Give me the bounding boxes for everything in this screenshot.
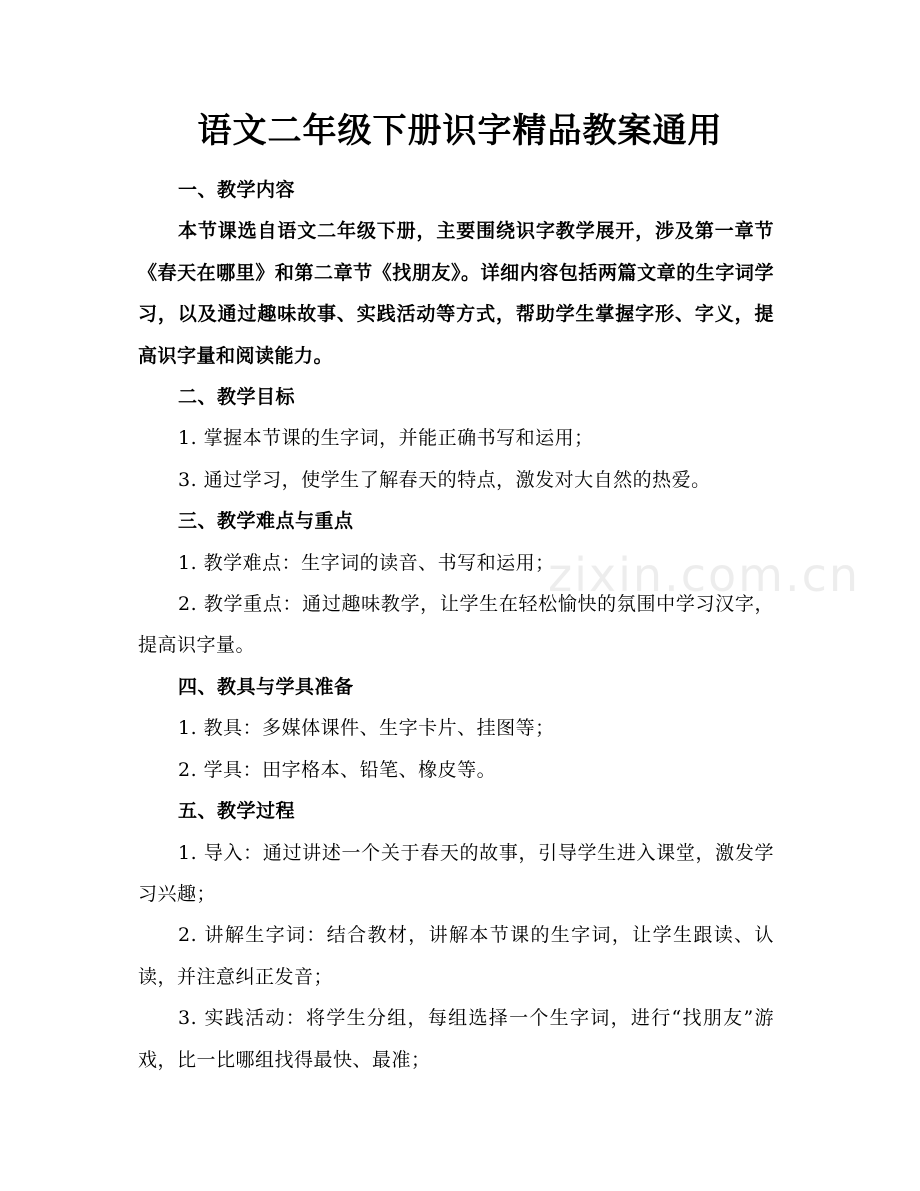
section-heading: 三、教学难点与重点 [178,510,354,533]
list-item: 2. 学具：田字格本、铅笔、橡皮等。 [178,758,497,781]
list-item: 1. 教学难点：生字词的读音、书写和运用； [178,551,555,574]
watermark: zixin.com.cn [548,548,861,602]
document-body [138,170,774,1081]
list-item: 1. 导入：通过讲述一个关于春天的故事，引导学生进入课堂，激发学习兴趣； [138,841,774,905]
section-heading: 二、教学目标 [178,386,296,409]
section-heading: 五、教学过程 [178,800,296,823]
section-heading: 一、教学内容 [178,179,296,201]
list-item: 1. 教具：多媒体课件、生字卡片、挂图等； [178,717,555,740]
list-item: 3. 通过学习，使学生了解春天的特点，激发对大自然的热爱。 [178,468,711,491]
list-item: 1. 掌握本节课的生字词，并能正确书写和运用； [178,427,594,450]
list-item: 3. 实践活动：将学生分组，每组选择一个生字词，进行“找朋友”游戏，比一比哪组找得最快、最准； [138,1007,774,1071]
list-item: 2. 讲解生字词：结合教材，讲解本节课的生字词，让学生跟读、认读，并注意纠正发音； [138,924,774,988]
section-heading: 四、教具与学具准备 [178,675,354,698]
document-title: 语文二年级下册识字精品教案通用 [197,111,723,151]
paragraph: 本节课选自语文二年级下册，主要围绕识字教学展开，涉及第一章节《春天在哪里》和第二章节《找朋友》。详细内容包括两篇文章的生字词学习，以及通过趣味故事、实践活动等方式，帮助学生掌握字形、字义，提高识字量和阅读能力。 [138,220,774,367]
list-item: 2. 教学重点：通过趣味教学，让学生在轻松愉快的氛围中学习汉字，提高识字量。 [138,593,774,657]
